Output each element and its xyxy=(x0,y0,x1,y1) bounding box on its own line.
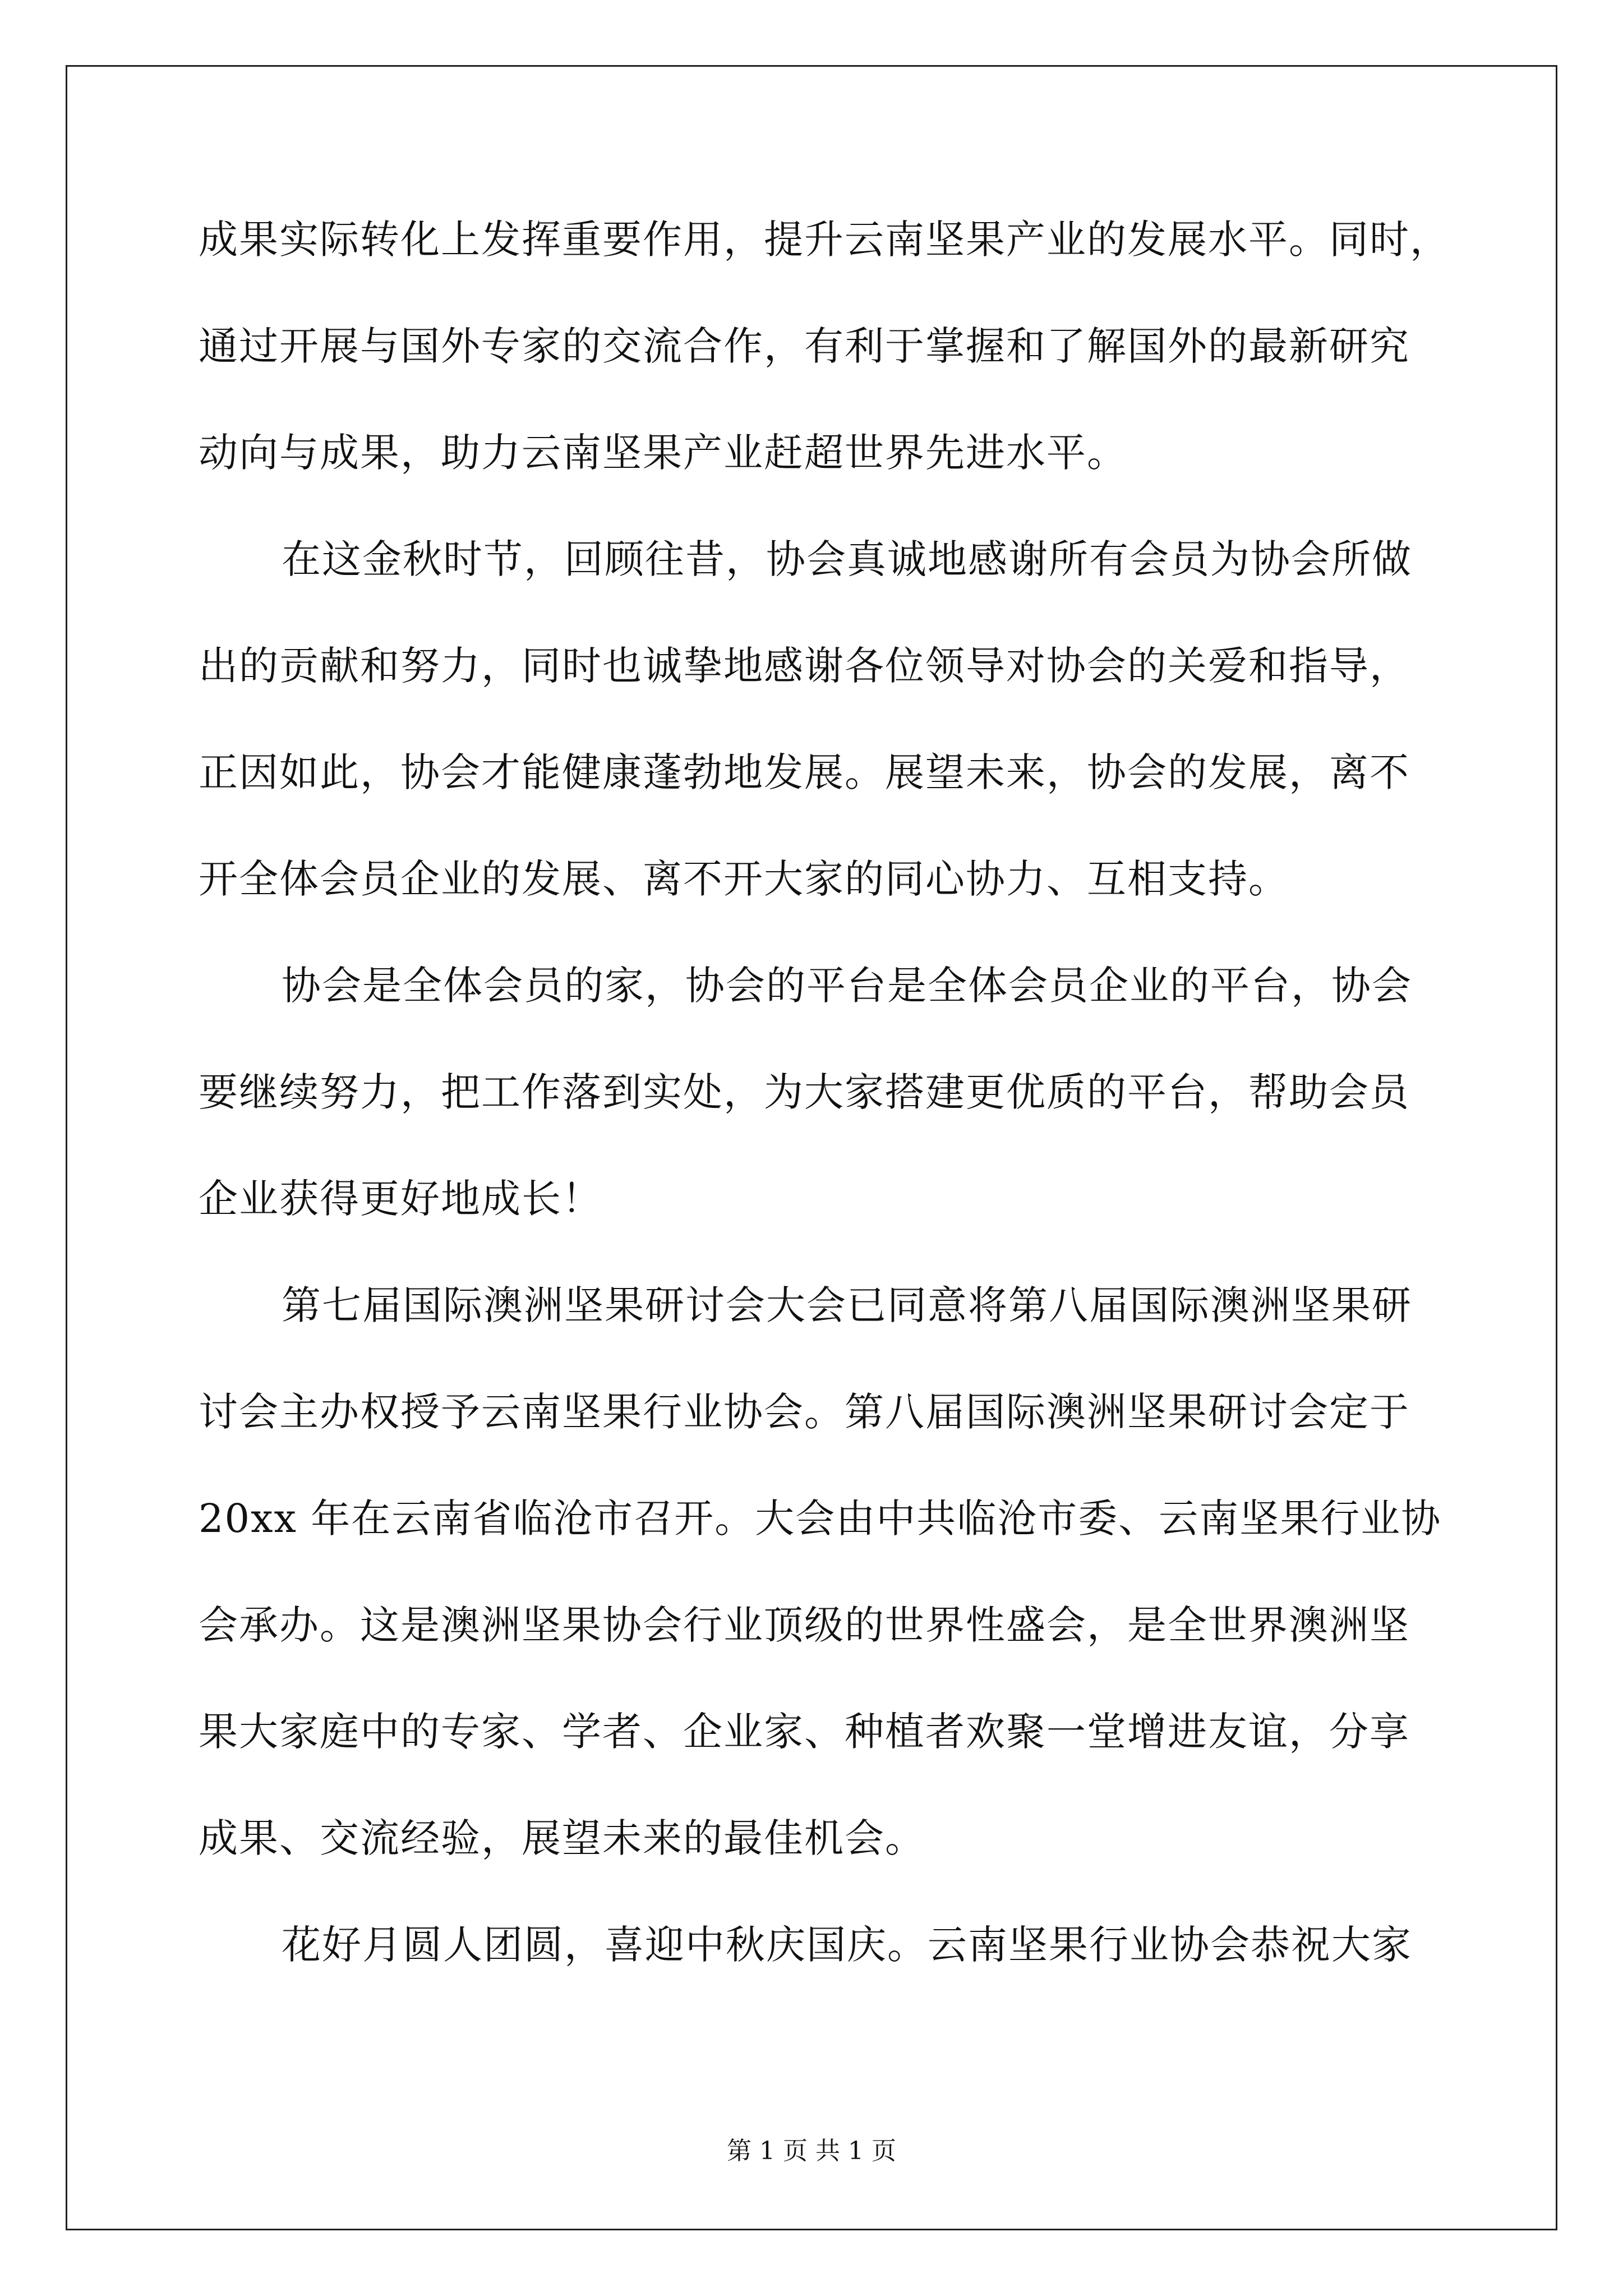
text-line: 动向与成果，助力云南坚果产业赶超世界先进水平。 xyxy=(199,430,1127,476)
text-line: 开全体会员企业的发展、离不开大家的同心协力、互相支持。 xyxy=(199,856,1289,902)
text-line: 成果、交流经验，展望未来的最佳机会。 xyxy=(199,1815,925,1861)
text-line: 20xx 年在云南省临沧市召开。大会由中共临沧市委、云南坚果行业协 xyxy=(199,1496,1442,1542)
text-line: 企业获得更好地成长！ xyxy=(199,1176,602,1222)
page-number: 第 1 页 共 1 页 xyxy=(727,2137,896,2165)
text-line: 通过开展与国外专家的交流合作，有利于掌握和了解国外的最新研究 xyxy=(199,323,1410,369)
text-line: 讨会主办权授予云南坚果行业协会。第八届国际澳洲坚果研讨会定于 xyxy=(199,1389,1410,1435)
text-line: 出的贡献和努力，同时也诚挚地感谢各位领导对协会的关爱和指导， xyxy=(199,643,1410,689)
paragraph-first-line: 在这金秋时节，回顾往昔，协会真诚地感谢所有会员为协会所做 xyxy=(282,536,1412,582)
document-body xyxy=(199,213,1450,2025)
paragraph-first-line: 第七届国际澳洲坚果研讨会大会已同意将第八届国际澳洲坚果研 xyxy=(282,1282,1412,1328)
paragraph-first-line: 协会是全体会员的家，协会的平台是全体会员企业的平台，协会 xyxy=(282,963,1412,1009)
paragraph-first-line: 花好月圆人团圆，喜迎中秋庆国庆。云南坚果行业协会恭祝大家 xyxy=(282,1922,1412,1968)
text-line: 要继续努力，把工作落到实处，为大家搭建更优质的平台，帮助会员 xyxy=(199,1069,1410,1115)
text-line: 果大家庭中的专家、学者、企业家、种植者欢聚一堂增进友谊，分享 xyxy=(199,1709,1410,1755)
text-line: 成果实际转化上发挥重要作用，提升云南坚果产业的发展水平。同时， xyxy=(199,217,1450,263)
text-line: 会承办。这是澳洲坚果协会行业顶级的世界性盛会，是全世界澳洲坚 xyxy=(199,1602,1410,1648)
text-line: 正因如此，协会才能健康蓬勃地发展。展望未来，协会的发展，离不 xyxy=(199,749,1410,795)
